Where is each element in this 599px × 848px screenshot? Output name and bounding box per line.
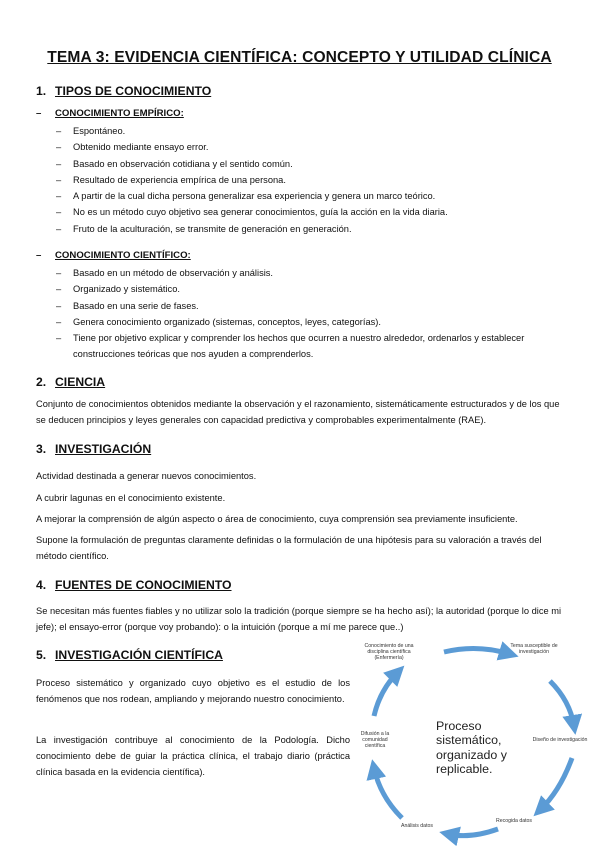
subheading-cientifico <box>36 250 191 261</box>
arrow-diseno-to-recogida <box>540 758 572 810</box>
subheading-empirico <box>36 108 184 119</box>
arrow-conocimiento-to-tema <box>444 648 510 654</box>
page-title: TEMA 3: EVIDENCIA CIENTÍFICA: CONCEPTO Y UTILIDAD CLÍNICA <box>47 49 552 66</box>
list-item: – Genera conocimiento organizado (sistemas, conceptos, leyes, categorías). <box>56 316 381 327</box>
dash-bullet: – <box>36 250 42 261</box>
arrow-recogida-to-analisis <box>448 829 498 836</box>
investigacion-paragraph: Supone la formulación de preguntas claramente definidas o la formulación de una hipótesis para su valoración a través del método científico. <box>36 535 542 561</box>
investigacion-paragraph: Actividad destinada a generar nuevos conocimientos. <box>36 471 257 481</box>
node-conocimiento: Conocimiento de una disciplina científica (Enfermería) <box>364 643 414 662</box>
arrow-difusion-to-conocimiento <box>374 672 398 716</box>
list-empirico <box>56 123 566 237</box>
list-item: – A partir de la cual dicha persona generalizar esa experiencia y genera un marco teórico. <box>56 191 436 202</box>
fuentes-paragraph: Se necesitan más fuentes fiables y no utilizar solo la tradición (porque siempre se ha hecho así); la autoridad (porque lo dice mi jefe); el ensayo-error (porque voy probando): o la intuición (porque a mí me parece que..) <box>36 606 562 632</box>
list-item: – No es un método cuyo objetivo sea generar conocimientos, guía la acción en la vida diaria. <box>56 207 448 218</box>
list-cientifico <box>56 265 566 363</box>
list-item: – Basado en una serie de fases. <box>56 300 199 311</box>
list-item: – Basado en un método de observación y análisis. <box>56 268 274 278</box>
list-item: – Organizado y sistemático. <box>56 284 180 295</box>
section-title: FUENTES DE CONOCIMIENTO <box>55 578 232 592</box>
node-tema: Tema susceptible de investigación <box>510 643 558 656</box>
section-1-heading <box>36 84 211 98</box>
list-item: – Tiene por objetivo explicar y comprender los hechos que ocurren a nuestro alrededor, ordenarlos y establecer construcciones teóricas que nos ayuden a comprenderlos. <box>56 333 525 360</box>
section-3-heading <box>36 442 151 456</box>
node-diseno: Diseño de investigación <box>532 737 588 743</box>
section-4-heading <box>36 578 232 592</box>
list-item: – Resultado de experiencia empírica de una persona. <box>56 174 286 185</box>
section-number: 1. <box>36 84 47 98</box>
list-item: – Basado en observación cotidiana y el sentido común. <box>56 158 293 169</box>
section-number: 3. <box>36 442 47 456</box>
node-difusion: Difusión a la comunidad científica <box>360 731 390 750</box>
section-title: CIENCIA <box>55 375 106 389</box>
investigacion-cientifica-paragraph: La investigación contribuye al conocimiento de la Podología. Dicho conocimiento debe de guiar la práctica clínica, el trabajo diario (práctica clínica basada en la evidencia científica). <box>36 735 350 777</box>
research-cycle-diagram <box>352 636 592 846</box>
ciencia-definition: Conjunto de conocimientos obtenidos mediante la observación y el razonamiento, sistemáticamente estructurados y de los que se deducen principios y leyes generales con capacidad predictiva y comprobables experimentalmente (RAE). <box>36 399 560 425</box>
arrow-tema-to-diseno <box>550 681 574 726</box>
section-number: 2. <box>36 375 47 389</box>
section-2-heading <box>36 375 105 389</box>
list-item: – Fruto de la aculturación, se transmite de generación en generación. <box>56 223 352 234</box>
section-number: 5. <box>36 648 47 662</box>
section-number: 4. <box>36 578 47 592</box>
list-item: – Obtenido mediante ensayo error. <box>56 142 209 153</box>
investigacion-cientifica-paragraph: Proceso sistemático y organizado cuyo objetivo es el estudio de los fenómenos que nos rodean, ampliando y mejorando nuestro conocimiento. <box>36 678 350 704</box>
node-analisis: Análisis datos <box>400 823 433 829</box>
diagram-center-text: Proceso sistemático, organizado y replicable. <box>436 719 507 777</box>
subheading-title: CONOCIMIENTO EMPÍRICO: <box>55 108 184 119</box>
list-item: – Espontáneo. <box>56 126 126 136</box>
section-title: INVESTIGACIÓN CIENTÍFICA <box>55 648 223 662</box>
node-recogida: Recogida datos <box>495 818 533 824</box>
investigacion-paragraph: A cubrir lagunas en el conocimiento existente. <box>36 493 226 503</box>
section-5-heading <box>36 648 223 662</box>
subheading-title: CONOCIMIENTO CIENTÍFICO: <box>55 250 191 261</box>
arrow-analisis-to-difusion <box>374 768 402 818</box>
investigacion-paragraph: A mejorar la comprensión de algún aspecto o área de conocimiento, cuya comprensión sea previamente insuficiente. <box>36 514 518 524</box>
section-title: TIPOS DE CONOCIMIENTO <box>55 84 212 98</box>
section-title: INVESTIGACIÓN <box>55 442 152 456</box>
dash-bullet: – <box>36 108 42 119</box>
